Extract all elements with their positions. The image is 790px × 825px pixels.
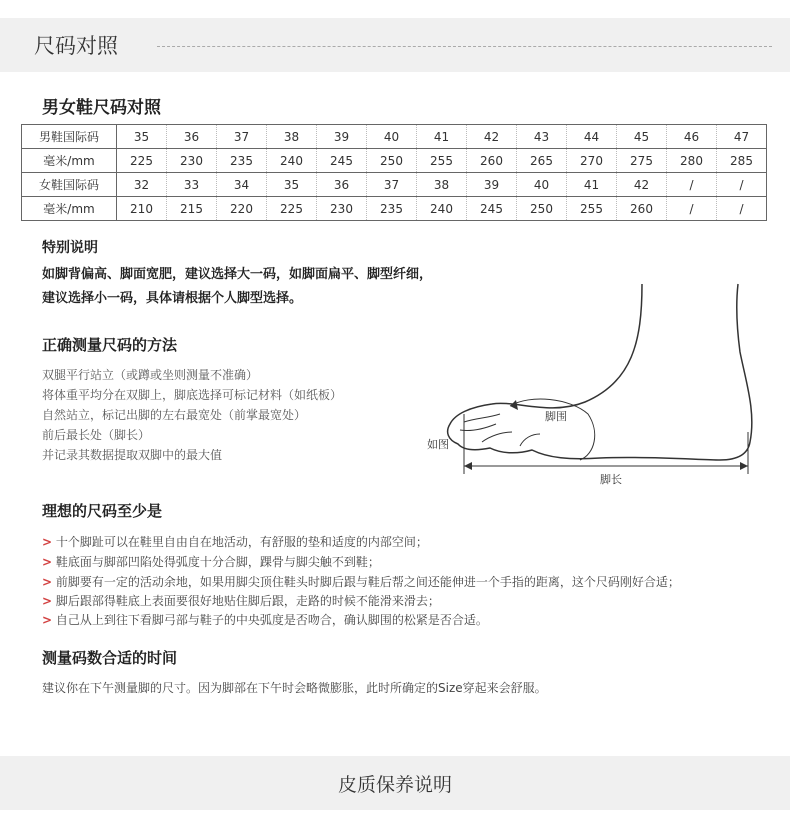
size-cell: 36 <box>167 125 217 149</box>
special-note-title: 特别说明 <box>42 240 98 256</box>
size-cell: 230 <box>167 149 217 173</box>
size-cell: 220 <box>217 197 267 221</box>
size-cell: / <box>717 197 767 221</box>
size-cell: / <box>717 173 767 197</box>
girth-label: 脚围 <box>545 410 567 423</box>
size-chart-table <box>21 124 767 221</box>
size-row-label: 毫米/mm <box>22 197 117 221</box>
size-cell: 39 <box>317 125 367 149</box>
size-cell: / <box>667 173 717 197</box>
size-cell: 245 <box>467 197 517 221</box>
ideal-fit-item: > 鞋底面与脚部凹陷处得弧度十分合脚，踝骨与脚尖触不到鞋； <box>42 555 380 569</box>
measure-step: 将体重平均分在双脚上，脚底选择可标记材料（如纸板） <box>42 388 343 402</box>
foot-outline <box>448 284 752 460</box>
size-cell: 39 <box>467 173 517 197</box>
size-cell: 235 <box>217 149 267 173</box>
size-cell: 33 <box>167 173 217 197</box>
size-cell: 34 <box>217 173 267 197</box>
page-title: 尺码对照 <box>34 34 118 58</box>
size-cell: 45 <box>617 125 667 149</box>
size-cell: 285 <box>717 149 767 173</box>
measure-step: 双腿平行站立（或蹲或坐则测量不准确） <box>42 368 259 382</box>
ideal-fit-item: > 十个脚趾可以在鞋里自由自在地活动，有舒服的垫和适度的内部空间； <box>42 535 428 549</box>
size-row <box>22 197 767 221</box>
size-cell: 270 <box>567 149 617 173</box>
footer-banner <box>0 756 790 810</box>
size-cell: 38 <box>267 125 317 149</box>
measure-time-text: 建议你在下午测量脚的尺寸。因为脚部在下午时会略微膨胀，此时所确定的Size穿起来会舒服。 <box>42 681 547 695</box>
measure-step: 前后最长处（脚长） <box>42 428 151 442</box>
size-cell: 210 <box>117 197 167 221</box>
foot-diagram <box>420 282 765 492</box>
size-cell: 42 <box>617 173 667 197</box>
size-cell: 255 <box>417 149 467 173</box>
toe-lines <box>460 414 540 446</box>
size-cell: 265 <box>517 149 567 173</box>
measure-method-title: 正确测量尺码的方法 <box>42 336 178 354</box>
size-cell: 41 <box>417 125 467 149</box>
size-cell: 35 <box>117 125 167 149</box>
size-cell: 44 <box>567 125 617 149</box>
size-cell: 225 <box>267 197 317 221</box>
size-cell: 47 <box>717 125 767 149</box>
footer-title: 皮质保养说明 <box>337 774 452 796</box>
size-cell: 280 <box>667 149 717 173</box>
dotted-divider <box>157 46 772 47</box>
size-cell: 40 <box>517 173 567 197</box>
size-cell: 35 <box>267 173 317 197</box>
size-cell: 250 <box>367 149 417 173</box>
size-cell: 215 <box>167 197 217 221</box>
size-cell: 260 <box>617 197 667 221</box>
size-cell: 255 <box>567 197 617 221</box>
size-cell: 37 <box>367 173 417 197</box>
size-chart-title: 男女鞋尺码对照 <box>42 98 161 118</box>
size-cell: 250 <box>517 197 567 221</box>
size-cell: 230 <box>317 197 367 221</box>
ideal-fit-title: 理想的尺码至少是 <box>42 502 163 520</box>
ideal-fit-item: > 前脚要有一定的活动余地，如果用脚尖顶住鞋头时脚后跟与鞋后帮之间还能伸进一个手指的距离，这个尺码刚好合适； <box>42 575 680 589</box>
size-cell: 225 <box>117 149 167 173</box>
size-row-label: 女鞋国际码 <box>22 173 117 197</box>
size-cell: 240 <box>417 197 467 221</box>
size-cell: 42 <box>467 125 517 149</box>
size-cell: 240 <box>267 149 317 173</box>
size-row <box>22 149 767 173</box>
size-row-label: 男鞋国际码 <box>22 125 117 149</box>
size-row-label: 毫米/mm <box>22 149 117 173</box>
length-label: 脚长 <box>600 473 622 486</box>
size-row <box>22 173 767 197</box>
size-cell: 36 <box>317 173 367 197</box>
size-row <box>22 125 767 149</box>
size-cell: 235 <box>367 197 417 221</box>
measure-step: 并记录其数据提取双脚中的最大值 <box>42 448 223 462</box>
size-cell: 260 <box>467 149 517 173</box>
special-note-line: 建议选择小一码，具体请根据个人脚型选择。 <box>42 291 303 306</box>
size-cell: 38 <box>417 173 467 197</box>
size-cell: 46 <box>667 125 717 149</box>
size-cell: 32 <box>117 173 167 197</box>
special-note-line: 如脚背偏高、脚面宽肥，建议选择大一码，如脚面扁平、脚型纤细， <box>42 267 433 282</box>
size-cell: / <box>667 197 717 221</box>
size-cell: 275 <box>617 149 667 173</box>
size-cell: 37 <box>217 125 267 149</box>
girth-arrow-icon <box>510 400 518 410</box>
measure-time-title: 测量码数合适的时间 <box>42 649 178 667</box>
size-cell: 43 <box>517 125 567 149</box>
example-label: 如图 <box>427 438 449 451</box>
size-cell: 40 <box>367 125 417 149</box>
ideal-fit-item: > 自己从上到往下看脚弓部与鞋子的中央弧度是否吻合，确认脚围的松紧是否合适。 <box>42 613 488 627</box>
size-cell: 41 <box>567 173 617 197</box>
measure-step: 自然站立，标记出脚的左右最宽处（前掌最宽处） <box>42 408 307 422</box>
size-cell: 245 <box>317 149 367 173</box>
ideal-fit-item: > 脚后跟部得鞋底上表面要很好地贴住脚后跟，走路的时候不能滑来滑去； <box>42 594 440 608</box>
header-banner <box>0 18 790 72</box>
